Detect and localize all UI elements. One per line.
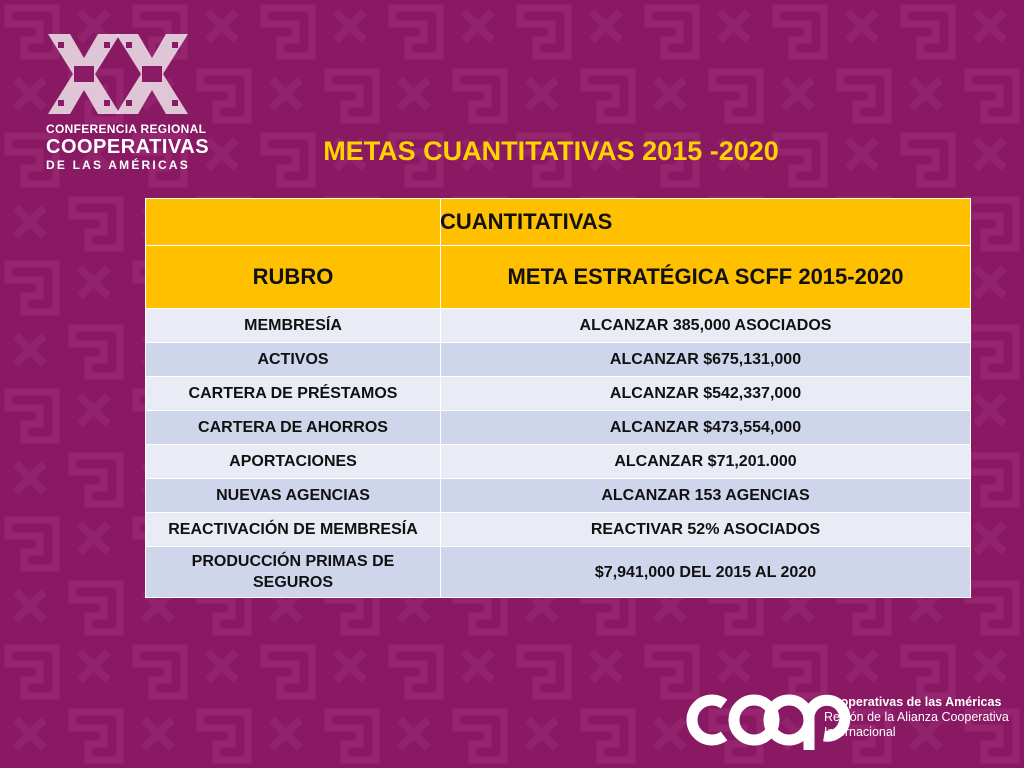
conference-line1: CONFERENCIA REGIONAL [46, 122, 207, 136]
cell-rubro [146, 547, 441, 598]
coop-line1: Cooperativas de las Américas [824, 695, 1002, 709]
conference-line2: COOPERATIVAS [46, 136, 210, 158]
xx-logo-icon [38, 30, 198, 118]
table-group-header [441, 199, 971, 246]
column-header-rubro: RUBRO [146, 246, 441, 309]
cell-rubro: REACTIVACIÓN DE MEMBRESÍA [146, 513, 441, 547]
table-column-header-row [146, 246, 971, 309]
goals-table [145, 198, 971, 598]
cell-meta: ALCANZAR 385,000 ASOCIADOS [441, 309, 971, 343]
coop-logo-text: COOP [764, 757, 767, 758]
cell-rubro: ACTIVOS [146, 343, 441, 377]
conference-line3: DE LAS AMÉRICAS [46, 158, 190, 172]
coop-org-text [824, 695, 1009, 740]
cell-rubro: CARTERA DE AHORROS [146, 411, 441, 445]
table-group-header-text: CUANTITATIVAS [440, 209, 613, 234]
table-row [146, 513, 971, 547]
cell-meta: REACTIVAR 52% ASOCIADOS [441, 513, 971, 547]
table-row [146, 479, 971, 513]
cell-meta: ALCANZAR $473,554,000 [441, 411, 971, 445]
page-title [0, 136, 1024, 167]
table-row [146, 343, 971, 377]
table-row [146, 547, 971, 598]
table-row [146, 411, 971, 445]
coop-line2: Región de la Alianza Cooperativa [824, 710, 1009, 724]
cell-meta: $7,941,000 DEL 2015 AL 2020 [441, 547, 971, 598]
column-header-meta: META ESTRATÉGICA SCFF 2015-2020 [441, 246, 971, 309]
cell-rubro: MEMBRESÍA [146, 309, 441, 343]
table-group-header-empty [146, 199, 441, 246]
cell-rubro-text: PRODUCCIÓN PRIMAS DE SEGUROS [191, 553, 395, 591]
cell-meta: ALCANZAR $542,337,000 [441, 377, 971, 411]
cell-meta: ALCANZAR $675,131,000 [441, 343, 971, 377]
table-row [146, 377, 971, 411]
coop-line3: Internacional [824, 725, 896, 739]
table-row [146, 309, 971, 343]
cell-rubro: NUEVAS AGENCIAS [146, 479, 441, 513]
table-group-header-row [146, 199, 971, 246]
table-row [146, 445, 971, 479]
cell-meta: ALCANZAR 153 AGENCIAS [441, 479, 971, 513]
page-title-text: METAS CUANTITATIVAS 2015 -2020 [323, 136, 779, 166]
cell-meta: ALCANZAR $71,201.000 [441, 445, 971, 479]
cell-rubro: CARTERA DE PRÉSTAMOS [146, 377, 441, 411]
cell-rubro: APORTACIONES [146, 445, 441, 479]
